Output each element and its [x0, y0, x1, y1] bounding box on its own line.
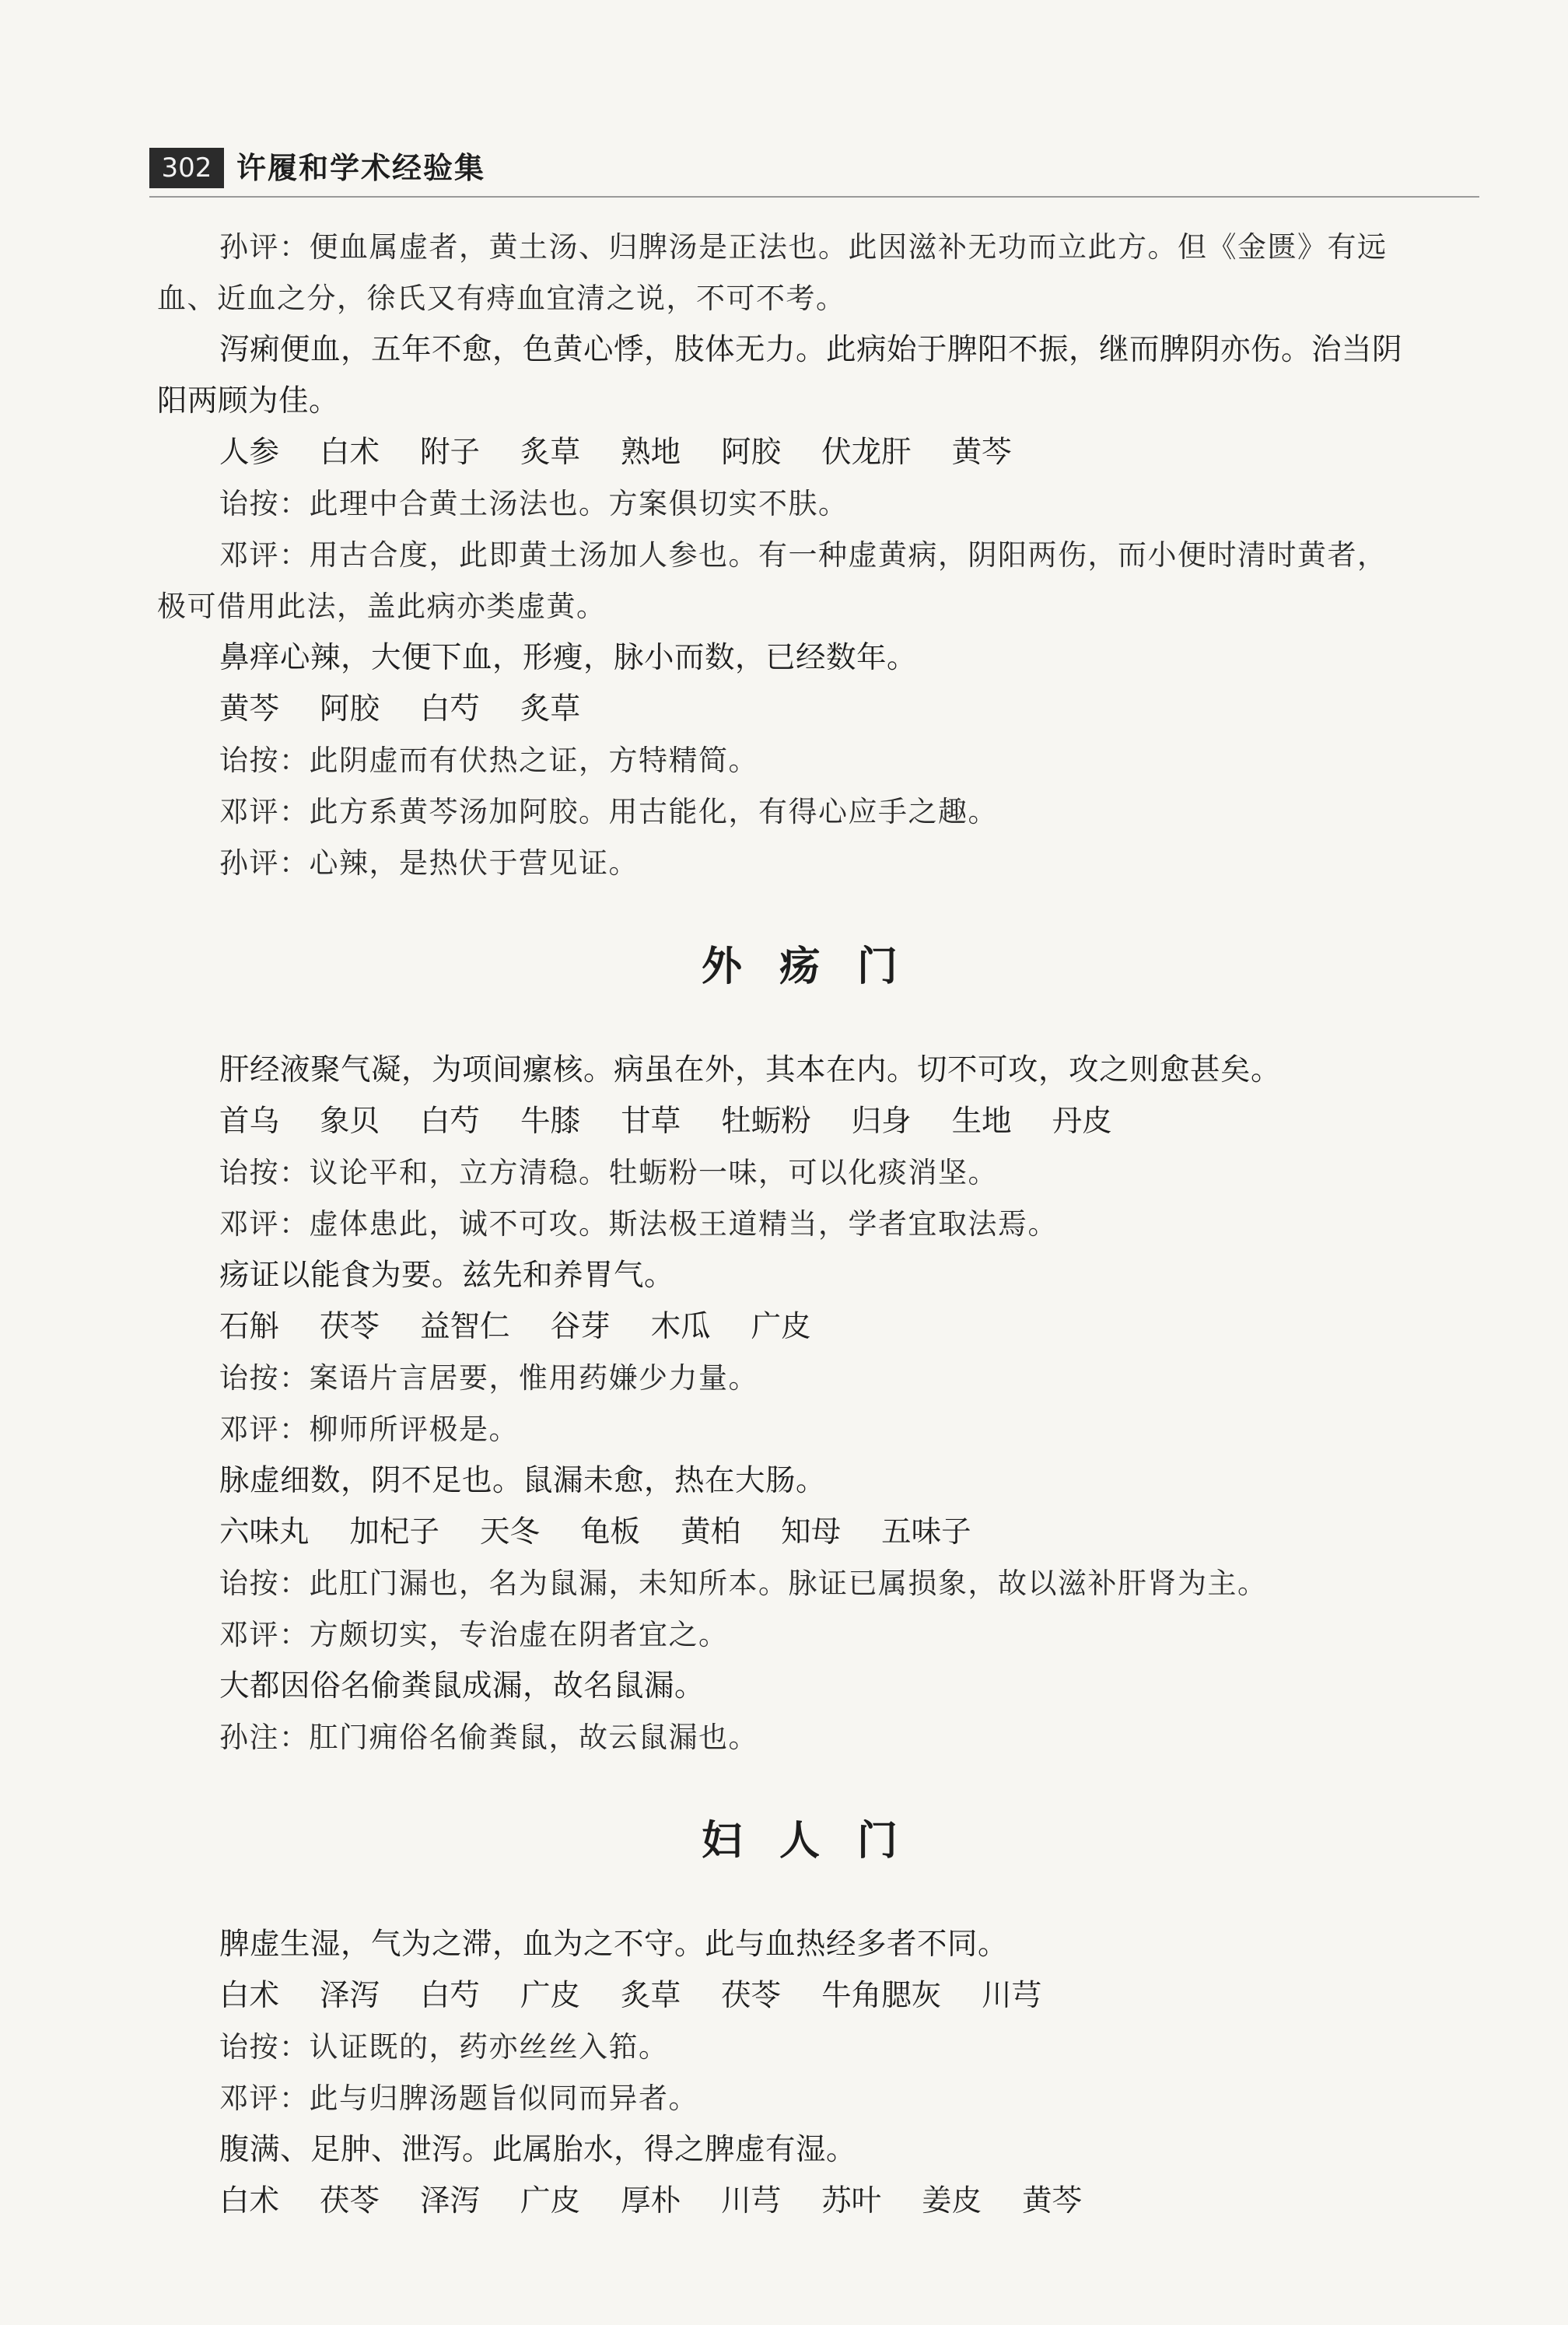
herb-name: 象贝 — [320, 1104, 380, 1139]
herb-name: 阿胶 — [320, 692, 380, 727]
herb-name: 石斛 — [219, 1309, 280, 1344]
commentary-line: 孙评：心辣，是热伏于营见证。 — [219, 846, 639, 880]
case-text-line: 脾虚生湿，气为之滞，血为之不守。此与血热经多者不同。 — [219, 1927, 1009, 1962]
herb-name: 加杞子 — [349, 1514, 440, 1549]
section-heading: 外疡门 — [701, 944, 935, 990]
commentary-line: 邓评：虚体患此，诚不可攻。斯法极王道精当，学者宜取法焉。 — [219, 1207, 1058, 1241]
herb-name: 五味子 — [881, 1514, 971, 1549]
herb-formula-line — [157, 1301, 1487, 1353]
case-text-line: 泻痢便血，五年不愈，色黄心悸，肢体无力。此病始于脾阳不振，继而脾阴亦伤。治当阴 — [219, 332, 1403, 367]
herb-name: 牡蛎粉 — [721, 1104, 811, 1139]
page-header — [149, 148, 1479, 198]
herb-name: 白术 — [219, 1978, 280, 2013]
herb-name: 白芍 — [420, 1978, 481, 2013]
herb-name: 谷芽 — [550, 1309, 611, 1344]
herb-name: 川芎 — [721, 2183, 782, 2218]
herb-name: 黄芩 — [219, 692, 280, 727]
herb-name: 泽泻 — [420, 2183, 481, 2218]
herb-name: 黄芩 — [1022, 2183, 1083, 2218]
herb-name: 生地 — [951, 1104, 1012, 1139]
herb-name: 姜皮 — [922, 2183, 982, 2218]
commentary-line: 邓评：柳师所评极是。 — [219, 1413, 519, 1446]
herb-name: 龟板 — [580, 1514, 641, 1549]
herb-name: 广皮 — [751, 1309, 811, 1344]
section-heading: 妇人门 — [701, 1818, 935, 1865]
herb-name: 丹皮 — [1052, 1104, 1112, 1139]
herb-name: 人参 — [219, 435, 280, 470]
herb-name: 白芍 — [420, 1104, 481, 1139]
book-title: 许履和学术经验集 — [236, 151, 486, 185]
herb-name: 广皮 — [520, 2183, 581, 2218]
herb-name: 知母 — [781, 1514, 842, 1549]
herb-formula-line — [157, 1096, 1487, 1147]
case-text-line: 腹满、足肿、泄泻。此属胎水，得之脾虚有湿。 — [219, 2132, 857, 2167]
case-text-line: 肝经液聚气凝，为项间瘰核。病虽在外，其本在内。切不可攻，攻之则愈甚矣。 — [219, 1052, 1282, 1087]
case-text-line: 疡证以能食为要。兹先和养胃气。 — [219, 1258, 675, 1293]
case-text-line: 脉虚细数，阴不足也。鼠漏未愈，热在大肠。 — [219, 1463, 827, 1498]
herb-formula-line — [157, 684, 1487, 735]
herb-name: 木瓜 — [650, 1309, 711, 1344]
herb-name: 川芎 — [982, 1978, 1042, 2013]
herb-name: 炙草 — [520, 435, 581, 470]
herb-name: 茯苓 — [320, 1309, 380, 1344]
herb-formula-line — [157, 427, 1487, 478]
herb-name: 六味丸 — [219, 1514, 310, 1549]
herb-name: 炙草 — [621, 1978, 681, 2013]
commentary-line: 孙注：肛门痈俗名偷粪鼠，故云鼠漏也。 — [219, 1721, 758, 1754]
herb-name: 苏叶 — [821, 2183, 882, 2218]
herb-name: 天冬 — [480, 1514, 541, 1549]
commentary-line: 邓评：此与归脾汤题旨似同而异者。 — [219, 2082, 698, 2115]
commentary-line: 诒按：此阴虚而有伏热之证，方特精简。 — [219, 744, 758, 777]
herb-name: 广皮 — [520, 1978, 581, 2013]
herb-name: 炙草 — [520, 692, 581, 727]
case-text-line: 阳两顾为佳。 — [157, 383, 340, 418]
page-body — [157, 222, 1487, 2227]
herb-name: 伏龙肝 — [821, 435, 912, 470]
commentary-line: 诒按：此肛门漏也，名为鼠漏，未知所本。脉证已属损象，故以滋补肝肾为主。 — [219, 1567, 1268, 1600]
herb-name: 益智仁 — [420, 1309, 510, 1344]
case-text-line: 鼻痒心辣，大便下血，形瘦，脉小而数，已经数年。 — [219, 640, 918, 675]
herb-name: 牛角腮灰 — [821, 1978, 942, 2013]
herb-name: 牛膝 — [520, 1104, 581, 1139]
herb-name: 熟地 — [621, 435, 681, 470]
herb-name: 白术 — [219, 2183, 280, 2218]
commentary-line: 血、近血之分，徐氏又有痔血宜清之说，不可不考。 — [157, 282, 846, 315]
commentary-line: 邓评：方颇切实，专治虚在阴者宜之。 — [219, 1618, 729, 1651]
commentary-line: 邓评：用古合度，此即黄土汤加人参也。有一种虚黄病，阴阳两伤，而小便时清时黄者， — [219, 538, 1388, 572]
case-text-line: 大都因俗名偷粪鼠成漏，故名鼠漏。 — [219, 1668, 705, 1703]
herb-name: 茯苓 — [721, 1978, 782, 2013]
herb-name: 泽泻 — [320, 1978, 380, 2013]
herb-name: 附子 — [420, 435, 481, 470]
herb-name: 阿胶 — [721, 435, 782, 470]
herb-name: 白术 — [320, 435, 380, 470]
herb-name: 黄芩 — [951, 435, 1012, 470]
herb-formula-line — [157, 1970, 1487, 2022]
herb-name: 黄柏 — [681, 1514, 741, 1549]
herb-name: 白芍 — [420, 692, 481, 727]
commentary-line: 诒按：案语片言居要，惟用药嫌少力量。 — [219, 1361, 758, 1395]
herb-formula-line — [157, 1507, 1487, 1558]
commentary-line: 诒按：认证既的，药亦丝丝入筘。 — [219, 2030, 669, 2064]
herb-name: 茯苓 — [320, 2183, 380, 2218]
commentary-line: 孙评：便血属虚者，黄土汤、归脾汤是正法也。此因滋补无功而立此方。但《金匮》有远 — [219, 230, 1388, 264]
herb-formula-line — [157, 2176, 1487, 2227]
herb-name: 首乌 — [219, 1104, 280, 1139]
page-number: 302 — [149, 148, 224, 188]
herb-name: 归身 — [851, 1104, 912, 1139]
commentary-line: 邓评：此方系黄芩汤加阿胶。用古能化，有得心应手之趣。 — [219, 795, 998, 828]
commentary-line: 极可借用此法，盖此病亦类虚黄。 — [157, 590, 607, 623]
commentary-line: 诒按：此理中合黄土汤法也。方案俱切实不肤。 — [219, 487, 849, 520]
herb-name: 甘草 — [621, 1104, 681, 1139]
herb-name: 厚朴 — [621, 2183, 681, 2218]
commentary-line: 诒按：议论平和，立方清稳。牡蛎粉一味，可以化痰消坚。 — [219, 1156, 998, 1189]
